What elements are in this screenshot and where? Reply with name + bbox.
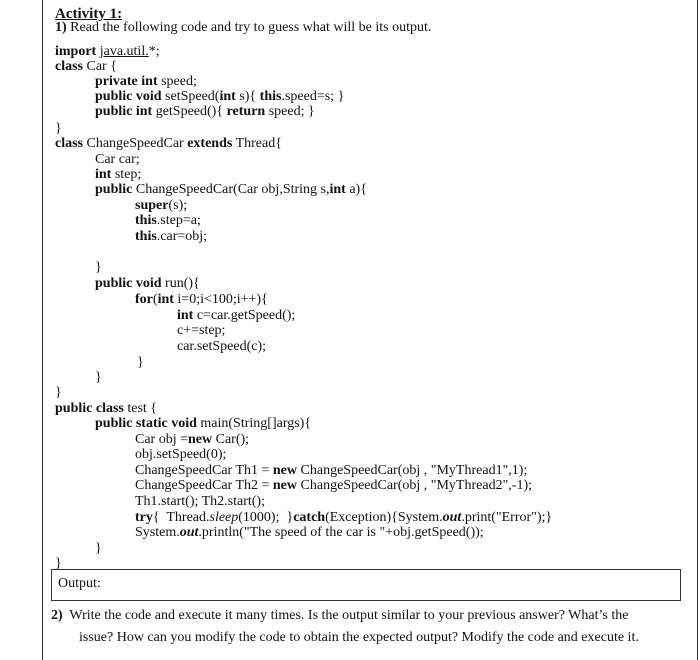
code-line-car-setspeed: car.setSpeed(c); [177,339,267,354]
question-1-panel [43,0,697,571]
output-label: Output: [58,576,101,591]
code-line-close-test: } [55,556,62,571]
activity-heading: Activity 1: [55,6,123,22]
code-line-setspeed: public void setSpeed(int s){ this.speed=s; } [95,89,345,104]
code-line-close-changespeedcar: } [55,385,62,400]
code-line-println: System.out.println("The speed of the car is "+obj.getSpeed()); [135,525,484,540]
code-line-run: public void run(){ [95,276,200,291]
code-line-super: super(s); [135,198,188,213]
code-line-main: public static void main(String[]args){ [95,416,312,431]
code-line-constructor: public ChangeSpeedCar(Car obj,String s,int a){ [95,182,367,197]
code-line-close-run: } [95,370,102,385]
code-line-close-for: } [137,355,144,370]
code-line-class-test: public class test { [55,401,158,416]
code-line-getspeed: public int getSpeed(){ return speed; } [95,104,315,119]
code-line-thread2: ChangeSpeedCar Th2 = new ChangeSpeedCar(obj , "MyThread2",-1); [135,478,532,493]
code-line-for-loop: for(int i=0;i<100;i++){ [135,292,268,307]
code-line-close-constructor: } [95,260,102,275]
question-2-number: 2) [51,608,63,623]
question-1: 1) Read the following code and try to guess what will be its output. [55,20,432,35]
code-line-close-car: } [55,121,62,136]
code-line-try-catch: try{ Thread.sleep(1000); }catch(Exception){System.out.print("Error");} [135,510,553,525]
code-line-step-field: int step; [95,167,142,182]
code-line-class-car: class Car { [55,59,117,74]
output-box[interactable] [51,569,681,601]
code-line-import: import java.util.*; [55,44,160,59]
code-line-thread1: ChangeSpeedCar Th1 = new ChangeSpeedCar(obj , "MyThread1",1); [135,463,528,478]
code-line-speed-field: private int speed; [95,74,197,89]
code-line-car-field: Car car; [95,152,140,167]
code-line-close-main: } [95,541,102,556]
code-line-car-obj: Car obj =new Car(); [135,432,250,447]
code-line-c-step: c+=step; [177,323,226,338]
activity-sheet [42,0,698,660]
code-line-this-car: this.car=obj; [135,229,208,244]
code-line-int-c: int c=car.getSpeed(); [177,308,296,323]
code-line-start: Th1.start(); Th2.start(); [135,494,265,509]
question-2-line-1: Write the code and execute it many times. Is the output similar to your previous answer? What’s the [69,608,629,623]
code-line-class-changespeedcar: class ChangeSpeedCar extends Thread{ [55,136,282,151]
question-2-line-2: issue? How can you modify the code to obtain the expected output? Modify the code and execute it. [79,630,639,645]
code-line-obj-setspeed: obj.setSpeed(0); [135,447,227,462]
code-line-this-step: this.step=a; [135,213,201,228]
